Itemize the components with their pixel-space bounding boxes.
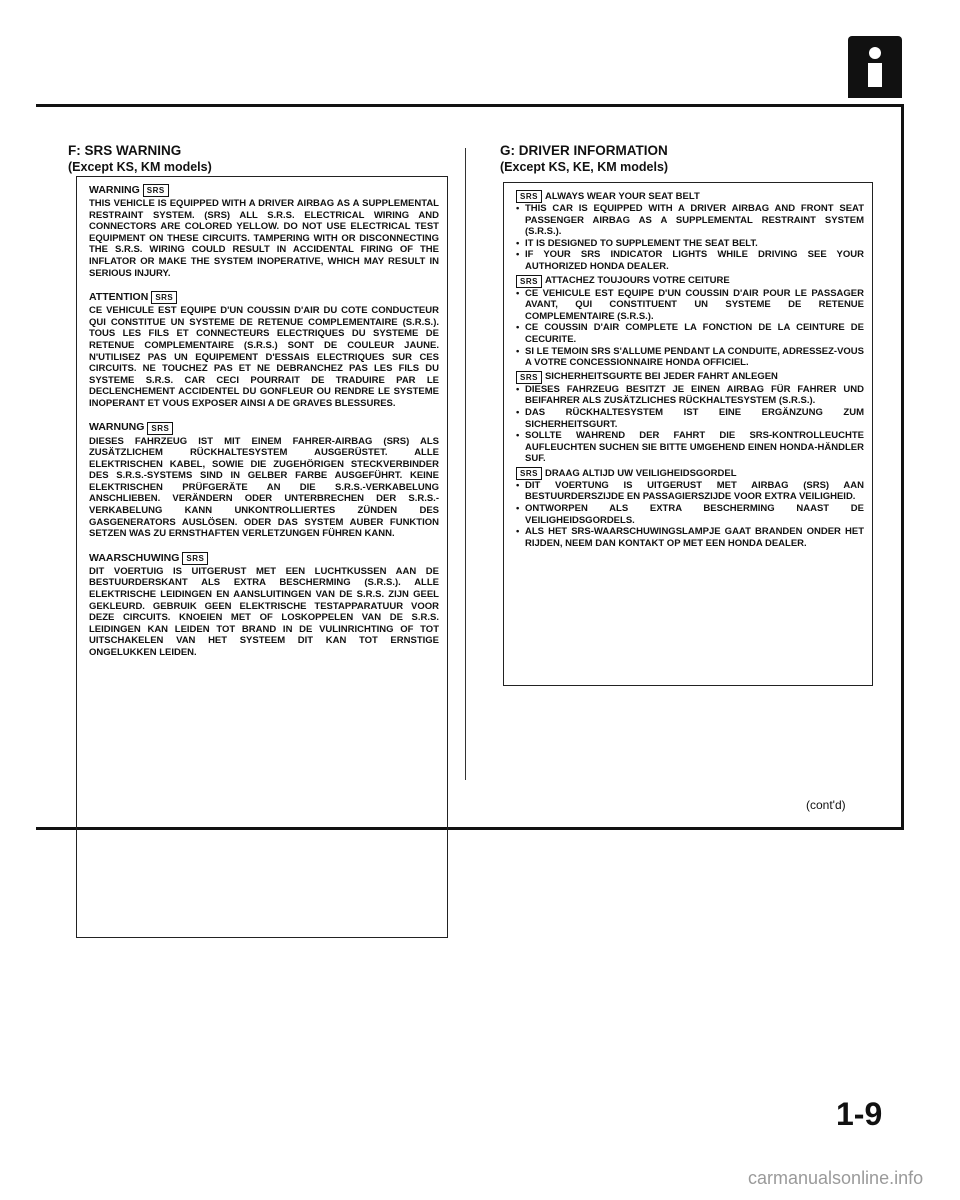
- list-item: • ONTWORPEN ALS EXTRA BESCHERMING NAAST DE VEILIGHEIDSGORDELS.: [516, 503, 864, 526]
- list-item: • DIT VOERTUNG IS UITGERUST MET AIRBAG (SRS) AAN BESTUURDERSZIJDE EN PASSAGIERSZIJDE VOOR EXTRA VEILIGHEID.: [516, 479, 864, 503]
- warning-fr: [89, 291, 439, 409]
- srs-badge: SRS: [516, 190, 542, 203]
- warning-body: DIT VOERTUIG IS UITGERUST MET EEN LUCHTKUSSEN AAN DE BESTUURDERSKANT ALS EXTRA BESCHERMING (S.R.S.). ALLE ELEKTRISCHE LEIDINGEN EN AANSLUITINGEN VAN DE S.R.S. ZIJN GEEL GEKLEURD. GEBRUIK GEEN ELEKTRISCHE TESTAPPARATUUR VOOR DEZE CIRCUITS. KNOEIEN MET OF LOSKOPPELEN VAN DE S.R.S. LEIDINGEN KAN LEIDEN TOT BRAND IN DE VULINRICHTING OF TOT UITSCHAKELEN VAN HET SYSTEEM DIT KAN TOT ERNSTIGE ONGELUKKEN LEIDEN.: [89, 565, 439, 658]
- warning-body: THIS VEHICLE IS EQUIPPED WITH A DRIVER AIRBAG AS A SUPPLEMENTAL RESTRAINT SYSTEM. (SRS) ALL S.R.S. ELECTRICAL WIRING AND CONNECTORS ARE COLORED YELLOW. DO NOT USE ELECTRICAL TEST EQUIPMENT ON THESE CIRCUITS. TAMPERING WITH OR DISCONNECTING THE S.R.S. WIRING COULD RESULT IN ACCIDENTAL FIRING OF THE INFLATOR OR MAKE THE SYSTEM INOPERATIVE, WHICH MAY RESULT IN SERIOUS INJURY.: [89, 198, 439, 279]
- list-item: • IF YOUR SRS INDICATOR LIGHTS WHILE DRIVING SEE YOUR AUTHORIZED HONDA DEALER.: [516, 249, 864, 272]
- bullet-icon: •: [516, 430, 520, 442]
- bullet-icon: •: [516, 526, 520, 538]
- list-item: • THIS CAR IS EQUIPPED WITH A DRIVER AIRBAG AND FRONT SEAT PASSENGER AIRBAG AS A SUPPLEMENTAL RESTRAINT SYSTEM (S.R.S.).: [516, 203, 864, 238]
- seatbelt-title: ATTACHEZ TOUJOURS VOTRE CEITURE: [544, 275, 730, 287]
- seatbelt-title: SICHERHEITSGURTE BEI JEDER FAHRT ANLEGEN: [544, 371, 778, 383]
- srs-warning-label: [76, 176, 448, 938]
- right-rule: [901, 104, 904, 830]
- bullet-icon: •: [516, 237, 520, 249]
- page-number: 1-9: [836, 1096, 883, 1132]
- srs-badge: SRS: [516, 371, 542, 384]
- warning-nl: [89, 552, 439, 659]
- bullet-icon: •: [516, 287, 520, 299]
- section-f-title: F: SRS WARNING: [68, 143, 182, 158]
- continued-note: (cont'd): [806, 798, 846, 812]
- srs-badge: SRS: [151, 291, 177, 304]
- driver-info-en: [516, 190, 864, 273]
- bullet-icon: •: [516, 203, 520, 214]
- column-divider: [465, 148, 466, 780]
- warning-title: WAARSCHUWING: [89, 551, 180, 564]
- top-rule: [36, 104, 904, 107]
- driver-info-nl: [516, 467, 864, 550]
- list-item: • ALS HET SRS-WAARSCHUWINGSLAMPJE GAAT BRANDEN ONDER HET RIJDEN, NEEM DAN KONTAKT OP MET EEN HONDA DEALER.: [516, 526, 864, 549]
- seatbelt-title: ALWAYS WEAR YOUR SEAT BELT: [544, 190, 700, 202]
- section-g-title: G: DRIVER INFORMATION: [500, 143, 668, 158]
- list-item: • DIESES FAHRZEUG BESITZT JE EINEN AIRBAG FÜR FAHRER UND BEIFAHRER ALS ZUSÄTZLICHES RÜCKHALTESYSTEM (S.R.S.).: [516, 383, 864, 407]
- bullet-icon: •: [516, 503, 520, 515]
- bullet-icon: •: [516, 383, 520, 395]
- driver-info-fr: [516, 275, 864, 369]
- srs-badge: SRS: [147, 422, 173, 435]
- warning-en: [89, 184, 439, 279]
- warning-body: DIESES FAHRZEUG IST MIT EINEM FAHRER-AIRBAG (SRS) ALS ZUSÄTZLICHEM RÜCKHALTESYSTEM AUSGERÜSTET. ALLE ELEKTRISCHEN KABEL, SOWIE DIE ZUGEHÖRIGEN STECKVERBINDER DES S.R.S.-SYSTEMS SIND IN GELBER FARBE AUSGEFÜHRT. KEINE ELEKTRISCHEN PRÜFGERÄTE AN DIE S.R.S.-VERKABELUNG ANSCHLIEBEN. VERÄNDERN ODER UNTERBRECHEN DER S.R.S.-VERKABELUNG KANN UNKONTROLLIERTES ZÜNDEN DES GASGENERATORS AUSLÖSEN. ODER DAS SYSTEM AUBER FUNKTION SETZEN WAS ZU ERNSTHAFTEN VERLETZUNGEN FÜHREN KANN.: [89, 435, 439, 540]
- section-f-heading: [68, 143, 212, 175]
- section-g-subtitle: (Except KS, KE, KM models): [500, 160, 669, 174]
- driver-information-label: [503, 182, 873, 686]
- srs-badge: SRS: [516, 467, 542, 480]
- list-item: • CE VEHICULE EST EQUIPE D'UN COUSSIN D'AIR POUR LE PASSAGER AVANT, QUI CONSTITUENT UN SYSTEME DE RETENUE COMPLEMENTAIRE (S.R.S.).: [516, 287, 864, 322]
- info-icon: [864, 46, 886, 90]
- bullet-icon: •: [516, 479, 520, 491]
- srs-badge: SRS: [143, 184, 169, 197]
- bullet-icon: •: [516, 406, 520, 418]
- list-item: • CE COUSSIN D'AIR COMPLETE LA FONCTION DE LA CEINTURE DE CECURITE.: [516, 322, 864, 345]
- watermark: carmanualsonline.info: [748, 1168, 924, 1188]
- srs-badge: SRS: [182, 552, 208, 565]
- bullet-icon: •: [516, 345, 520, 357]
- warning-title: WARNING: [89, 183, 140, 196]
- list-item: • SI LE TEMOIN SRS S'ALLUME PENDANT LA CONDUITE, ADRESSEZ-VOUS A VOTRE CONCESSIONNAIRE HONDA OFFICIEL.: [516, 345, 864, 369]
- section-tab: [848, 36, 902, 98]
- bullet-icon: •: [516, 322, 520, 334]
- list-item: • IT IS DESIGNED TO SUPPLEMENT THE SEAT BELT.: [516, 237, 758, 249]
- section-g-heading: [500, 143, 668, 175]
- driver-info-de: [516, 371, 864, 465]
- warning-body: CE VEHICULE EST EQUIPE D'UN COUSSIN D'AIR DU COTE CONDUCTEUR QUI CONSTITUE UN SYSTEME DE RETENUE COMPLEMENTAIRE (S.R.S.). TOUS LES FILS ET CONNECTEURS ELECTRIQUES DU SYSTEME DE RETENUE COMPLEMENTAIRE (S.R.S.) SONT DE COULEUR JAUNE. N'UTILISEZ PAS UN EQUIPEMENT D'ESSAIS ELECTRIQUES SUR CES CIRCUITS. NE TOUCHEZ PAS ET NE DEBRANCHEZ PAS LES FILS DU SYSTEME S.R.S. CAR CECI POURRAIT DE TRADUIRE PAR LE DECLENCHEMENT ACCIDENTEL DU GONFLEUR OU RENDRE LE SYSTEME INOPERANT ET VOUS EXPOSER AINSI A DE GRAVES BLESSURES.: [89, 305, 439, 409]
- section-f-subtitle: (Except KS, KM models): [68, 160, 212, 174]
- seatbelt-title: DRAAG ALTIJD UW VEILIGHEIDSGORDEL: [544, 467, 737, 479]
- warning-title: WARNUNG: [89, 421, 145, 434]
- warning-title: ATTENTION: [89, 290, 149, 303]
- warning-de: [89, 422, 439, 540]
- list-item: • SOLLTE WAHREND DER FAHRT DIE SRS-KONTROLLEUCHTE AUFLEUCHTEN SUCHEN SIE BITTE UMGEHEND EINEN HONDA-HÄNDLER SUF.: [516, 430, 864, 465]
- srs-badge: SRS: [516, 275, 542, 288]
- bullet-icon: •: [516, 249, 520, 261]
- list-item: • DAS RÜCKHALTESYSTEM IST EINE ERGÄNZUNG ZUM SICHERHEITSGURT.: [516, 406, 864, 430]
